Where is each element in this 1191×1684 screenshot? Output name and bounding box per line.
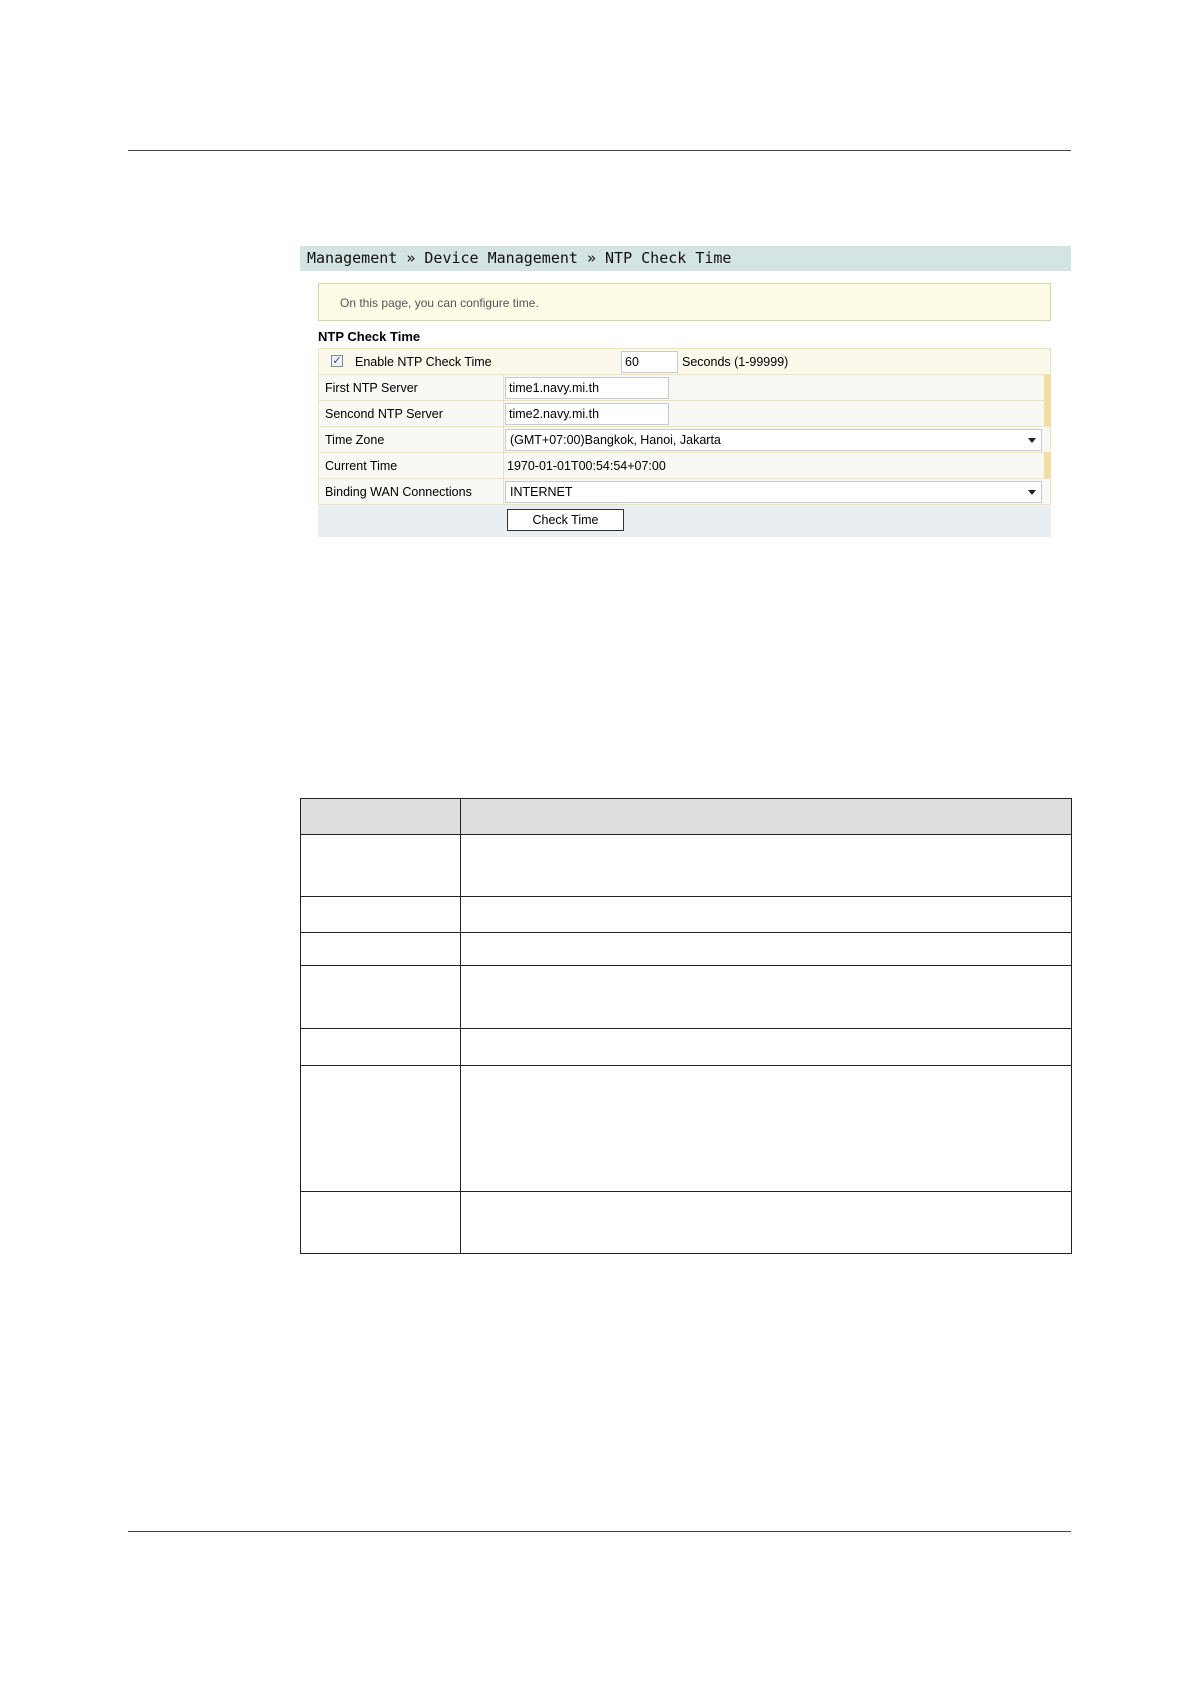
binding-select[interactable] xyxy=(505,481,1042,503)
table-header-row xyxy=(301,799,1072,835)
info-box: On this page, you can configure time. xyxy=(318,283,1051,321)
table-header-cell xyxy=(301,799,461,835)
enable-ntp-label: Enable NTP Check Time xyxy=(355,355,492,369)
binding-row xyxy=(318,479,1051,505)
interval-unit: Seconds (1-99999) xyxy=(682,355,789,369)
table-header-cell xyxy=(461,799,1072,835)
interval-input[interactable]: 60 xyxy=(621,351,678,373)
table-row xyxy=(301,1029,1072,1066)
table-cell xyxy=(461,933,1072,966)
enable-ntp-checkbox[interactable]: ✓ xyxy=(332,355,342,367)
timezone-label: Time Zone xyxy=(325,433,385,447)
binding-label: Binding WAN Connections xyxy=(325,485,472,499)
current-time-row xyxy=(318,453,1051,479)
row-marker xyxy=(1044,401,1050,426)
chevron-down-icon xyxy=(1028,438,1036,443)
timezone-select[interactable] xyxy=(505,429,1042,451)
table-row xyxy=(301,897,1072,933)
breadcrumb: Management » Device Management » NTP Check Time xyxy=(300,246,1071,271)
ntp-form xyxy=(318,348,1051,537)
header-rule xyxy=(128,150,1071,151)
column-divider xyxy=(503,375,504,400)
second-ntp-label: Sencond NTP Server xyxy=(325,407,443,421)
table-cell xyxy=(461,966,1072,1029)
table-cell xyxy=(461,1066,1072,1192)
table-cell xyxy=(301,897,461,933)
table-row xyxy=(301,1066,1072,1192)
current-time-value: 1970-01-01T00:54:54+07:00 xyxy=(507,459,666,473)
column-divider xyxy=(503,427,504,452)
second-ntp-input[interactable]: time2.navy.mi.th xyxy=(505,403,669,425)
section-title: NTP Check Time xyxy=(318,329,421,344)
table-cell xyxy=(461,1192,1072,1254)
table-cell xyxy=(301,1192,461,1254)
table-cell xyxy=(301,933,461,966)
table-cell xyxy=(301,966,461,1029)
table-row xyxy=(301,1192,1072,1254)
row-marker xyxy=(1044,375,1050,400)
table-cell xyxy=(461,897,1072,933)
table-cell xyxy=(461,1029,1072,1066)
timezone-row xyxy=(318,427,1051,453)
column-divider xyxy=(503,479,504,504)
table-row xyxy=(301,933,1072,966)
current-time-label: Current Time xyxy=(325,459,398,473)
binding-selected-value: INTERNET xyxy=(510,485,573,499)
button-row xyxy=(318,505,1051,537)
first-ntp-input[interactable]: time1.navy.mi.th xyxy=(505,377,669,399)
column-divider xyxy=(503,453,504,478)
first-ntp-row xyxy=(318,375,1051,401)
first-ntp-label: First NTP Server xyxy=(325,381,418,395)
table-cell xyxy=(301,835,461,897)
parameter-table xyxy=(300,798,1072,1254)
screenshot-ntp-check-time xyxy=(300,246,1071,543)
second-ntp-row xyxy=(318,401,1051,427)
row-marker xyxy=(1044,453,1050,478)
chevron-down-icon xyxy=(1028,490,1036,495)
table-cell xyxy=(301,1029,461,1066)
table-cell xyxy=(301,1066,461,1192)
enable-row xyxy=(318,348,1051,375)
column-divider xyxy=(503,401,504,426)
table-row xyxy=(301,835,1072,897)
table-cell xyxy=(461,835,1072,897)
timezone-selected-value: (GMT+07:00)Bangkok, Hanoi, Jakarta xyxy=(510,433,721,447)
footer-rule xyxy=(128,1531,1071,1532)
table-row xyxy=(301,966,1072,1029)
check-time-button[interactable]: Check Time xyxy=(507,509,624,531)
